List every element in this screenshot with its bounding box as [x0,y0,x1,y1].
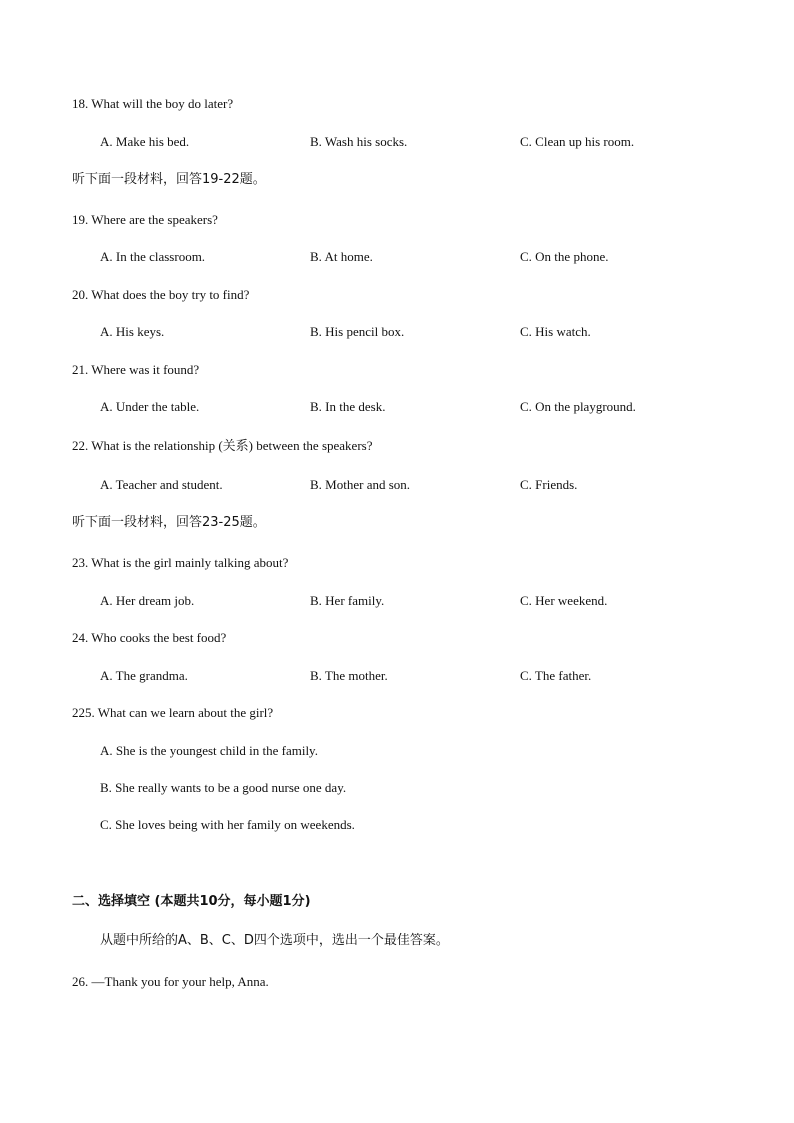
q24-option-b: B. The mother. [310,668,388,683]
question-23: 23. What is the girl mainly talking about? [72,555,289,570]
q23-option-a: A. Her dream job. [100,593,195,608]
question-22: 22. What is the relationship (关系) between the speakers? [72,438,373,453]
q25-option-b: B. She really wants to be a good nurse one day. [100,780,347,795]
q22-option-b: B. Mother and son. [310,477,411,492]
question-19: 19. Where are the speakers? [72,212,218,227]
q18-option-b: B. Wash his socks. [310,134,408,149]
q18-option-a: A. Make his bed. [100,134,190,149]
section-2-title: 二、选择填空 (本题共10分，每小题1分) [72,894,311,909]
q19-option-a: A. In the classroom. [100,249,206,264]
q24-option-a: A. The grandma. [100,668,188,683]
q19-option-b: B. At home. [310,249,373,264]
q20-option-b: B. His pencil box. [310,324,405,339]
q20-option-a: A. His keys. [100,324,165,339]
question-24: 24. Who cooks the best food? [72,630,227,645]
section-2-instruction: 从题中所给的A、B、C、D四个选项中，选出一个最佳答案。 [100,933,449,948]
q19-option-c: C. On the phone. [520,249,609,264]
question-20: 20. What does the boy try to find? [72,287,250,302]
q24-option-c: C. The father. [520,668,592,683]
q25-option-c: C. She loves being with her family on weekends. [100,817,355,832]
q21-option-c: C. On the playground. [520,399,636,414]
q23-option-b: B. Her family. [310,593,385,608]
q23-option-c: C. Her weekend. [520,593,608,608]
question-18: 18. What will the boy do later? [72,96,234,111]
q21-option-b: B. In the desk. [310,399,386,414]
q21-option-a: A. Under the table. [100,399,200,414]
q20-option-c: C. His watch. [520,324,591,339]
listening-instruction-19-22: 听下面一段材料，回答19-22题。 [72,172,266,187]
q22-option-c: C. Friends. [520,477,578,492]
q22-option-a: A. Teacher and student. [100,477,223,492]
q18-option-c: C. Clean up his room. [520,134,635,149]
question-21: 21. Where was it found? [72,362,200,377]
question-25: 225. What can we learn about the girl? [72,705,274,720]
question-26: 26. —Thank you for your help, Anna. [72,974,269,989]
listening-instruction-23-25: 听下面一段材料，回答23-25题。 [72,515,266,530]
q25-option-a: A. She is the youngest child in the family. [100,743,318,758]
